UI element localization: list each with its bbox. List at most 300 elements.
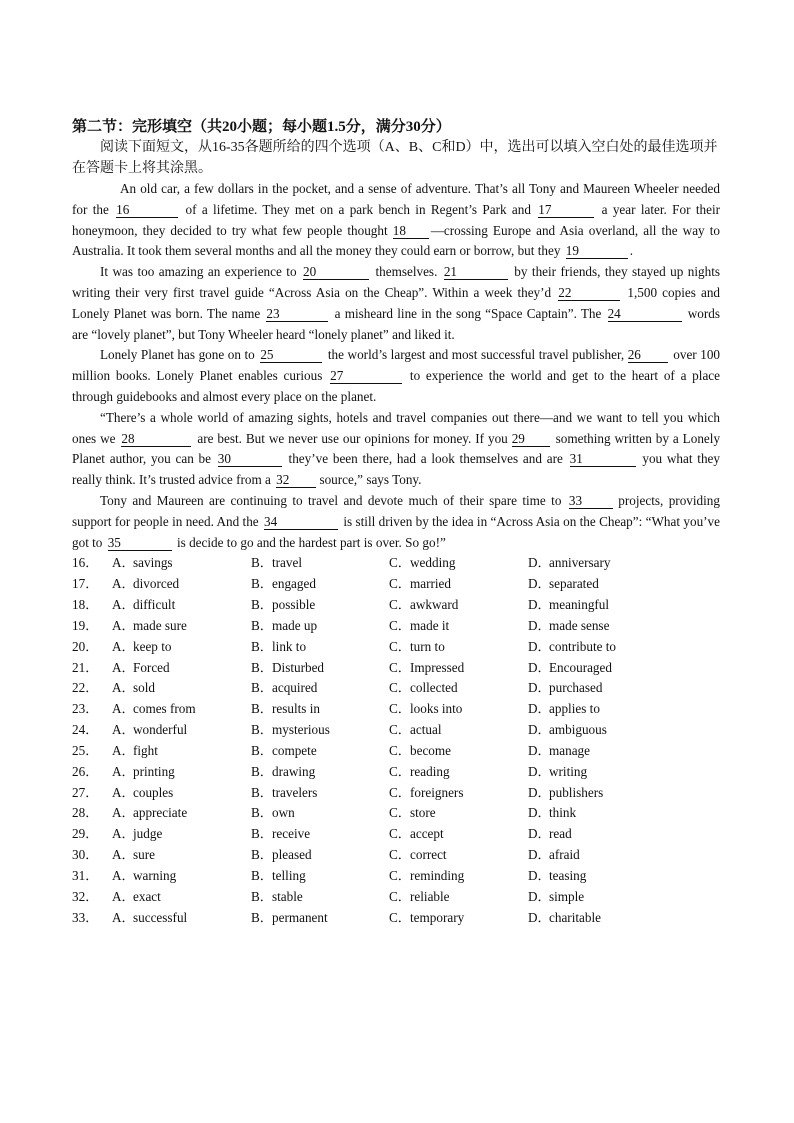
option-text: sure (133, 847, 155, 863)
option-letter: D． (528, 597, 551, 613)
text: is decide to go and the hardest part is over. So go!” (177, 534, 446, 550)
option-text: acquired (272, 680, 318, 696)
option-row (72, 908, 720, 929)
question-number: 16． (72, 555, 99, 571)
option-letter: C． (389, 742, 411, 758)
option-b[interactable] (251, 720, 389, 741)
option-d[interactable] (528, 595, 708, 616)
text: themselves. (375, 264, 438, 280)
option-letter: D． (528, 722, 551, 738)
blank-24: 24 (608, 306, 682, 322)
option-text: compete (272, 742, 317, 758)
option-text: engaged (272, 576, 316, 592)
option-b[interactable] (251, 845, 389, 866)
option-text: mysterious (272, 722, 330, 738)
option-c[interactable] (389, 741, 528, 762)
option-text: savings (133, 555, 173, 571)
option-c[interactable] (389, 699, 528, 720)
passage-paragraph-3 (72, 345, 720, 407)
option-text: looks into (410, 701, 463, 717)
option-text: travelers (272, 784, 318, 800)
option-letter: B． (251, 847, 273, 863)
option-text: made sure (133, 617, 187, 633)
text: to experience the world and get to the heart of a place through guidebooks and almost every place on the planet. (72, 368, 721, 404)
text: a misheard line in the song “Space Captain”. The (334, 305, 602, 321)
option-text: link to (272, 638, 307, 654)
blank-35: 35 (108, 535, 172, 551)
option-letter: A． (112, 659, 135, 675)
option-row (72, 887, 720, 908)
option-c[interactable] (389, 824, 528, 845)
text: “There’s a whole world of amazing sights, hotels and travel companies out there—and we want to tell you which ones we (72, 409, 720, 446)
option-text: pleased (272, 847, 312, 863)
option-letter: B． (251, 888, 273, 904)
option-c[interactable] (389, 908, 528, 929)
option-d[interactable] (528, 803, 708, 824)
option-row (72, 678, 720, 699)
option-text: divorced (133, 576, 180, 592)
blank-28: 28 (121, 431, 191, 447)
blank-16: 16 (116, 202, 178, 218)
option-letter: C． (389, 701, 411, 717)
option-letter: B． (251, 617, 273, 633)
option-d[interactable] (528, 658, 708, 679)
passage-paragraph-1 (72, 179, 720, 262)
option-letter: A． (112, 701, 135, 717)
option-letter: A． (112, 680, 135, 696)
blank-19: 19 (566, 243, 628, 259)
option-b[interactable] (251, 658, 389, 679)
option-text: Impressed (410, 659, 465, 675)
blank-31: 31 (570, 451, 636, 467)
option-d[interactable] (528, 553, 708, 574)
option-d[interactable] (528, 908, 708, 929)
option-letter: A． (112, 888, 135, 904)
exam-page (72, 117, 720, 929)
option-letter: B． (251, 659, 273, 675)
question-number: 32． (72, 888, 99, 904)
blank-29: 29 (512, 431, 550, 447)
option-c[interactable] (389, 637, 528, 658)
option-text: appreciate (133, 805, 188, 821)
option-text: fight (133, 742, 158, 758)
option-letter: C． (389, 888, 411, 904)
question-number: 17． (72, 576, 99, 592)
option-text: simple (549, 888, 585, 904)
option-b[interactable] (251, 741, 389, 762)
option-letter: D． (528, 659, 551, 675)
option-c[interactable] (389, 658, 528, 679)
option-letter: C． (389, 826, 411, 842)
blank-26: 26 (628, 347, 668, 363)
option-letter: A． (112, 742, 135, 758)
option-text: writing (549, 763, 588, 779)
option-row (72, 824, 720, 845)
option-d[interactable] (528, 616, 708, 637)
blank-21: 21 (444, 264, 508, 280)
option-text: keep to (133, 638, 172, 654)
option-a[interactable] (112, 658, 251, 679)
option-letter: D． (528, 763, 551, 779)
option-letter: D． (528, 868, 551, 883)
option-row (72, 803, 720, 824)
option-row (72, 783, 720, 804)
option-b[interactable] (251, 574, 389, 595)
option-b[interactable] (251, 678, 389, 699)
option-letter: D． (528, 701, 551, 717)
option-a[interactable] (112, 574, 251, 595)
option-text: temporary (410, 909, 465, 925)
option-letter: C． (389, 597, 411, 613)
option-text: made sense (549, 617, 610, 633)
option-letter: C． (389, 576, 411, 592)
option-text: contribute to (549, 638, 617, 654)
option-letter: C． (389, 638, 411, 654)
option-letter: A． (112, 763, 135, 779)
option-text: judge (133, 826, 163, 842)
option-d[interactable] (528, 699, 708, 720)
option-c[interactable] (389, 783, 528, 804)
option-letter: C． (389, 722, 411, 738)
section-instruction: 阅读下面短文，从16-35各题所给的四个选项（A、B、C和D）中，选出可以填入空白处的最佳选项并在答题卡上将其涂黑。 (72, 140, 718, 176)
text: —crossing Europe and Asia overland, all the way to Australia. It took them several months and all the money they could earn or borrow, but they (72, 222, 720, 259)
option-letter: D． (528, 555, 551, 571)
option-b[interactable] (251, 803, 389, 824)
option-text: exact (133, 888, 161, 904)
option-a[interactable] (112, 553, 251, 574)
option-text: sold (133, 680, 155, 696)
option-text: separated (549, 576, 599, 592)
option-c[interactable] (389, 803, 528, 824)
option-letter: D． (528, 909, 551, 925)
option-d[interactable] (528, 720, 708, 741)
option-letter: D． (528, 784, 551, 800)
option-letter: B． (251, 555, 273, 571)
text: words are “lovely planet”, but Tony Wheeler heard “lonely planet” and liked it. (72, 305, 721, 342)
blank-30: 30 (218, 451, 282, 467)
option-letter: C． (389, 847, 411, 863)
option-text: charitable (549, 909, 601, 925)
option-row (72, 866, 720, 887)
question-number: 25． (72, 742, 99, 758)
option-c[interactable] (389, 887, 528, 908)
option-row (72, 845, 720, 866)
option-d[interactable] (528, 824, 708, 845)
option-text: wedding (410, 555, 456, 571)
blank-18: 18 (393, 223, 429, 239)
question-number: 33． (72, 909, 99, 925)
option-text: store (410, 805, 436, 821)
question-number: 29． (72, 826, 99, 842)
option-a[interactable] (112, 783, 251, 804)
option-letter: D． (528, 742, 551, 758)
option-row (72, 616, 720, 637)
option-row (72, 574, 720, 595)
option-text: possible (272, 597, 316, 613)
option-letter: A． (112, 784, 135, 800)
question-number: 18． (72, 597, 99, 613)
option-d[interactable] (528, 783, 708, 804)
option-text: Disturbed (272, 659, 325, 675)
option-c[interactable] (389, 574, 528, 595)
option-row (72, 595, 720, 616)
option-text: afraid (549, 847, 580, 863)
option-row (72, 741, 720, 762)
text: are best. But we never use our opinions for money. If you (197, 430, 508, 446)
option-letter: B． (251, 597, 273, 613)
option-letter: C． (389, 555, 411, 571)
option-c[interactable] (389, 595, 528, 616)
option-letter: B． (251, 680, 273, 696)
question-number: 21． (72, 659, 99, 675)
option-b[interactable] (251, 616, 389, 637)
option-row (72, 658, 720, 679)
option-b[interactable] (251, 908, 389, 929)
option-text: married (410, 576, 452, 592)
text: source,” says Tony. (319, 472, 422, 488)
option-d[interactable] (528, 574, 708, 595)
option-letter: A． (112, 638, 135, 654)
option-b[interactable] (251, 595, 389, 616)
option-text: travel (272, 555, 303, 571)
option-text: wonderful (133, 722, 188, 738)
blank-17: 17 (538, 202, 594, 218)
option-letter: D． (528, 617, 551, 633)
text: the world’s largest and most successful travel publisher, (327, 347, 625, 363)
option-letter: C． (389, 805, 411, 821)
option-letter: A． (112, 805, 135, 821)
option-letter: C． (389, 868, 411, 883)
option-text: Encouraged (549, 659, 612, 675)
text: projects, providing support for people in need. And the (72, 492, 720, 529)
option-letter: B． (251, 784, 273, 800)
option-a[interactable] (112, 803, 251, 824)
option-c[interactable] (389, 616, 528, 637)
option-letter: D． (528, 638, 551, 654)
option-a[interactable] (112, 866, 251, 887)
passage-paragraph-5 (72, 491, 720, 553)
option-text: stable (272, 888, 303, 904)
option-a[interactable] (112, 845, 251, 866)
option-a[interactable] (112, 678, 251, 699)
option-text: purchased (549, 680, 603, 696)
option-text: successful (133, 909, 188, 925)
option-letter: D． (528, 805, 551, 821)
option-letter: D． (528, 826, 551, 842)
option-c[interactable] (389, 720, 528, 741)
text: is still driven by the idea in “Across Asia on the Cheap”: “What you’ve got to (72, 513, 721, 550)
option-row (72, 553, 720, 574)
option-letter: A． (112, 868, 135, 883)
question-number: 23． (72, 701, 99, 717)
text: you what they really think. It’s trusted advice from a (72, 451, 721, 488)
option-text: comes from (133, 701, 196, 717)
option-letter: D． (528, 888, 551, 904)
question-number: 26． (72, 763, 99, 779)
text: It was too amazing an experience to (100, 264, 297, 280)
option-letter: A． (112, 576, 135, 592)
text: . (629, 243, 634, 259)
option-text: telling (272, 868, 306, 883)
option-d[interactable] (528, 741, 708, 762)
question-number: 31． (72, 868, 99, 883)
option-text: reading (410, 763, 450, 779)
option-d[interactable] (528, 678, 708, 699)
option-text: publishers (549, 784, 604, 800)
option-text: meaningful (549, 597, 610, 613)
option-text: manage (549, 742, 591, 758)
option-text: correct (410, 847, 447, 863)
option-letter: B． (251, 722, 273, 738)
option-text: actual (410, 722, 442, 738)
option-letter: A． (112, 826, 135, 842)
option-c[interactable] (389, 845, 528, 866)
option-text: think (549, 805, 577, 821)
option-letter: A． (112, 722, 135, 738)
option-a[interactable] (112, 887, 251, 908)
option-letter: B． (251, 763, 273, 779)
option-letter: B． (251, 909, 273, 925)
option-b[interactable] (251, 887, 389, 908)
option-letter: C． (389, 680, 411, 696)
option-b[interactable] (251, 866, 389, 887)
option-row (72, 762, 720, 783)
option-text: receive (272, 826, 311, 842)
option-text: couples (133, 784, 174, 800)
question-number: 20． (72, 638, 99, 654)
option-letter: A． (112, 909, 135, 925)
option-letter: C． (389, 909, 411, 925)
option-letter: A． (112, 597, 135, 613)
option-b[interactable] (251, 762, 389, 783)
option-letter: D． (528, 847, 551, 863)
option-letter: D． (528, 576, 551, 592)
option-text: drawing (272, 763, 316, 779)
option-a[interactable] (112, 824, 251, 845)
option-text: printing (133, 763, 175, 779)
option-letter: C． (389, 617, 411, 633)
option-letter: B． (251, 638, 273, 654)
blank-23: 23 (266, 306, 328, 322)
section-title: 第二节：完形填空（共20小题；每小题1.5分，满分30分） (72, 119, 451, 135)
option-text: read (549, 826, 572, 842)
option-text: turn to (410, 638, 445, 654)
option-letter: B． (251, 868, 273, 883)
option-row (72, 637, 720, 658)
text: An old car, a few dollars in the pocket, and a sense of adventure. That’s all Tony and Maureen Wheeler needed for the (72, 181, 720, 217)
option-letter: B． (251, 826, 273, 842)
option-b[interactable] (251, 824, 389, 845)
question-number: 22． (72, 680, 99, 696)
question-number: 30． (72, 847, 99, 863)
option-d[interactable] (528, 637, 708, 658)
option-c[interactable] (389, 762, 528, 783)
text: a year later. For their honeymoon, they decided to try what few people thought (72, 201, 721, 238)
option-text: permanent (272, 909, 328, 925)
option-d[interactable] (528, 762, 708, 783)
option-text: reliable (410, 888, 450, 904)
option-b[interactable] (251, 783, 389, 804)
option-row (72, 699, 720, 720)
text: by their friends, they stayed up nights writing their very first travel guide “Across Asia on the Cheap”. Within a week they’d (72, 264, 721, 300)
option-letter: B． (251, 805, 273, 821)
option-letter: D． (528, 680, 551, 696)
option-letter: B． (251, 701, 273, 717)
option-a[interactable] (112, 908, 251, 929)
text: over 100 million books. Lonely Planet enables curious (72, 347, 721, 384)
option-text: reminding (410, 868, 465, 883)
question-number: 28． (72, 805, 99, 821)
text: they’ve been there, had a look themselves and are (288, 451, 563, 467)
blank-34: 34 (264, 514, 338, 530)
option-text: difficult (133, 597, 176, 613)
option-letter: B． (251, 576, 273, 592)
option-c[interactable] (389, 678, 528, 699)
option-letter: C． (389, 763, 411, 779)
option-b[interactable] (251, 553, 389, 574)
option-text: collected (410, 680, 458, 696)
option-letter: A． (112, 555, 135, 571)
option-text: foreigners (410, 784, 464, 800)
blank-22: 22 (558, 285, 620, 301)
blank-20: 20 (303, 264, 369, 280)
text: Lonely Planet has gone on to (100, 347, 255, 363)
blank-32: 32 (276, 472, 316, 488)
options-list (72, 553, 720, 928)
option-a[interactable] (112, 616, 251, 637)
option-a[interactable] (112, 762, 251, 783)
option-a[interactable] (112, 699, 251, 720)
option-text: become (410, 742, 452, 758)
option-a[interactable] (112, 637, 251, 658)
option-d[interactable] (528, 866, 708, 887)
question-number: 27． (72, 784, 99, 800)
option-c[interactable] (389, 553, 528, 574)
option-text: applies to (549, 701, 600, 717)
option-a[interactable] (112, 741, 251, 762)
blank-33: 33 (569, 493, 613, 509)
option-d[interactable] (528, 845, 708, 866)
option-text: awkward (410, 597, 459, 613)
option-text: results in (272, 701, 320, 717)
option-c[interactable] (389, 866, 528, 887)
option-row (72, 720, 720, 741)
option-a[interactable] (112, 595, 251, 616)
text: something written by a Lonely Planet author, you can be (72, 430, 721, 467)
option-d[interactable] (528, 887, 708, 908)
option-text: made it (410, 617, 450, 633)
question-number: 24． (72, 722, 99, 738)
option-text: accept (410, 826, 444, 842)
option-letter: C． (389, 659, 411, 675)
option-a[interactable] (112, 720, 251, 741)
option-text: made up (272, 617, 318, 633)
option-text: ambiguous (549, 722, 607, 738)
option-text: warning (133, 868, 177, 883)
option-text: own (272, 805, 295, 821)
text: Tony and Maureen are continuing to travel and devote much of their spare time to (100, 492, 562, 508)
option-b[interactable] (251, 699, 389, 720)
option-text: anniversary (549, 555, 611, 571)
passage-paragraph-2 (72, 262, 720, 345)
option-letter: C． (389, 784, 411, 800)
blank-27: 27 (330, 368, 402, 384)
passage-paragraph-4 (72, 408, 720, 491)
text: of a lifetime. They met on a park bench in Regent’s Park and (185, 201, 531, 217)
option-b[interactable] (251, 637, 389, 658)
option-letter: A． (112, 847, 135, 863)
option-letter: A． (112, 617, 135, 633)
